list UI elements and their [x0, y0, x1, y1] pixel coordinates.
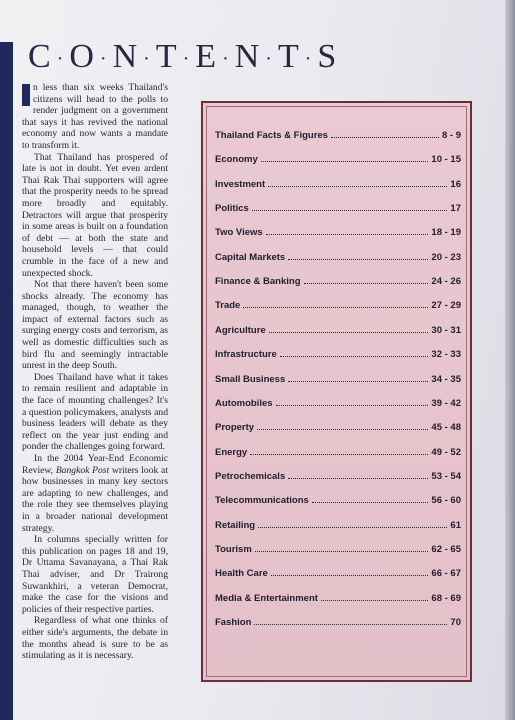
toc-entry-label: Media & Entertainment [215, 592, 318, 604]
heading-letter: T [277, 38, 300, 75]
toc-entry [215, 300, 461, 314]
side-color-bar [0, 42, 13, 720]
heading-letter: N [234, 38, 261, 75]
heading-dot: · [222, 47, 230, 70]
toc-entry [215, 471, 461, 485]
toc-dot-leader [266, 227, 429, 235]
toc-entry-pages: 24 - 26 [431, 276, 461, 288]
page-edge-shadow [505, 0, 515, 720]
toc-dot-leader [271, 568, 429, 576]
intro-paragraph: Does Thailand have what it takes to remain resilient and adaptable in the face of mounting challenges? It's a question policymakers, analysts and business leaders will debate as they reflect on the year just ending and ponder the challenges going forward. [22, 371, 168, 453]
toc-entry [215, 568, 461, 582]
heading-dot: · [182, 47, 191, 70]
toc-entry-label: Finance & Banking [215, 276, 301, 288]
heading-dot: · [99, 47, 108, 70]
toc-dot-leader [269, 325, 429, 333]
toc-dot-leader [252, 203, 448, 211]
toc-entry [215, 422, 461, 436]
toc-dot-leader [258, 520, 447, 528]
toc-entry-pages: 39 - 42 [431, 397, 461, 409]
toc-entry [215, 252, 461, 266]
toc-entry [215, 374, 461, 388]
toc-entry-pages: 17 [450, 203, 461, 215]
toc-entry-pages: 56 - 60 [431, 495, 461, 507]
toc-entry-pages: 66 - 67 [431, 568, 461, 580]
toc-dot-leader [288, 252, 428, 260]
toc-entry-pages: 16 [450, 178, 461, 190]
toc-entry-label: Tourism [215, 543, 252, 555]
heading-dot: · [56, 47, 65, 70]
toc-entry [215, 179, 461, 193]
intro-text [22, 82, 168, 662]
heading-letter: T [155, 38, 178, 75]
toc-entry [215, 130, 461, 144]
toc-entry-label: Capital Markets [215, 251, 286, 263]
toc-entry-label: Energy [215, 446, 248, 458]
toc-entry-label: Telecommunications [215, 495, 309, 507]
heading-letter: N [112, 38, 139, 75]
toc-entry [215, 617, 461, 631]
toc-entry [215, 520, 461, 534]
toc-entry [215, 154, 461, 168]
toc-entry-pages: 20 - 23 [431, 251, 461, 263]
toc-dot-leader [321, 593, 428, 601]
toc-dot-leader [288, 374, 428, 382]
toc-entry-pages: 10 - 15 [431, 154, 461, 166]
toc-entry-label: Petrochemicals [215, 470, 286, 482]
heading-letter: C [28, 38, 52, 75]
drop-cap-block [22, 84, 30, 106]
toc-entry-pages: 18 - 19 [431, 227, 461, 239]
toc-dot-leader [243, 300, 428, 308]
intro-paragraph: n less than six weeks Thailand's citizens will head to the polls to render judgment on a government that says it has revived the national economy and now wants a mandate to transform it. [22, 82, 168, 151]
toc-entry-label: Automobiles [215, 397, 273, 409]
toc-dot-leader [261, 154, 429, 162]
toc-entry-label: Politics [215, 203, 249, 215]
toc-dot-leader [312, 495, 429, 503]
toc-dot-leader [257, 422, 428, 430]
toc-entry-pages: 70 [450, 617, 461, 628]
toc-dot-leader [250, 447, 428, 455]
intro-paragraph: Not that there haven't been some shocks already. The economy has managed, though, to weather the impact of external factors such as surging energy costs and terrorism, as well as domestic difficulties such as bird flu and seemingly intractable unrest in the deep South. [22, 279, 168, 372]
intro-paragraph: In columns specially written for this publication on pages 18 and 19, Dr Uttama Savanayana, a Thai Rak Thai adviser, and Dr Trairong Suwankhiri, a veteran Democrat, make the case for the visions and policies of their respective parties. [22, 534, 168, 615]
toc-entry [215, 203, 461, 217]
toc-dot-leader [331, 130, 439, 138]
toc-entry [215, 495, 461, 509]
intro-paragraph: That Thailand has prospered of late is not in doubt. Yet even ardent Thai Rak Thai supporters will agree that the prosperity needs to be spread more broadly and equitably. Detractors will argue that prosperity in some areas is built on a foundation of debt — at both the state and household levels — that could crumble in the face of a new and unexpected shock. [22, 151, 168, 279]
toc-entry-pages: 61 [450, 519, 461, 531]
toc-entry-label: Property [215, 422, 255, 434]
toc-entry [215, 227, 461, 241]
toc-entry-label: Investment [215, 178, 266, 190]
toc-dot-leader [255, 544, 429, 552]
toc-entry-label: Trade [215, 300, 241, 312]
toc-entry-label: Fashion [215, 617, 252, 628]
toc-entry-pages: 68 - 69 [431, 592, 461, 604]
toc-entry-label: Small Business [215, 373, 286, 385]
toc-dot-leader [288, 471, 428, 479]
heading-dot: · [143, 47, 151, 70]
toc-entry-pages: 30 - 31 [431, 324, 461, 336]
intro-paragraph: In the 2004 Year-End Economic Review, Bangkok Post writers look at how businesses in many key sectors are adapting to new challenges, and the role they see themselves playing in a broader national development strategy. [22, 453, 168, 534]
toc-entry-pages: 34 - 35 [431, 373, 461, 385]
toc-entry [215, 544, 461, 558]
toc-entry [215, 398, 461, 412]
heading-letter: S [317, 38, 338, 75]
toc-entry-pages: 32 - 33 [431, 349, 461, 361]
toc-entry-pages: 62 - 65 [431, 543, 461, 555]
toc-entry [215, 593, 461, 607]
toc-dot-leader [268, 179, 447, 187]
toc-entry [215, 349, 461, 363]
toc-entry-pages: 53 - 54 [431, 470, 461, 482]
contents-heading [28, 38, 488, 78]
toc-entry-label: Infrastructure [215, 349, 277, 361]
table-of-contents-box [201, 101, 472, 682]
toc-entry-pages: 49 - 52 [431, 446, 461, 458]
toc-entry-pages: 27 - 29 [431, 300, 461, 312]
heading-dot: · [265, 47, 273, 70]
toc-dot-leader [280, 349, 429, 357]
toc-entry-label: Two Views [215, 227, 263, 239]
toc-entry-label: Economy [215, 154, 258, 166]
heading-letter: O [69, 38, 95, 75]
toc-entry-label: Health Care [215, 568, 268, 580]
toc-entry [215, 276, 461, 290]
toc-entry-pages: 45 - 48 [431, 422, 461, 434]
heading-letter: E [195, 38, 218, 75]
toc-dot-leader [254, 617, 447, 625]
toc-entry [215, 447, 461, 461]
heading-dot: · [304, 47, 313, 70]
intro-paragraph: Regardless of what one thinks of either side's arguments, the debate in the months ahead is sure to be as stimulating as it is necessary. [22, 615, 168, 662]
toc-dot-leader [304, 276, 429, 284]
toc-entry-label: Agriculture [215, 324, 266, 336]
toc-entry-label: Retailing [215, 519, 256, 531]
toc-entry [215, 325, 461, 339]
toc-dot-leader [276, 398, 429, 406]
toc-entry-label: Thailand Facts & Figures [215, 130, 328, 141]
toc-entry-pages: 8 - 9 [441, 130, 461, 141]
